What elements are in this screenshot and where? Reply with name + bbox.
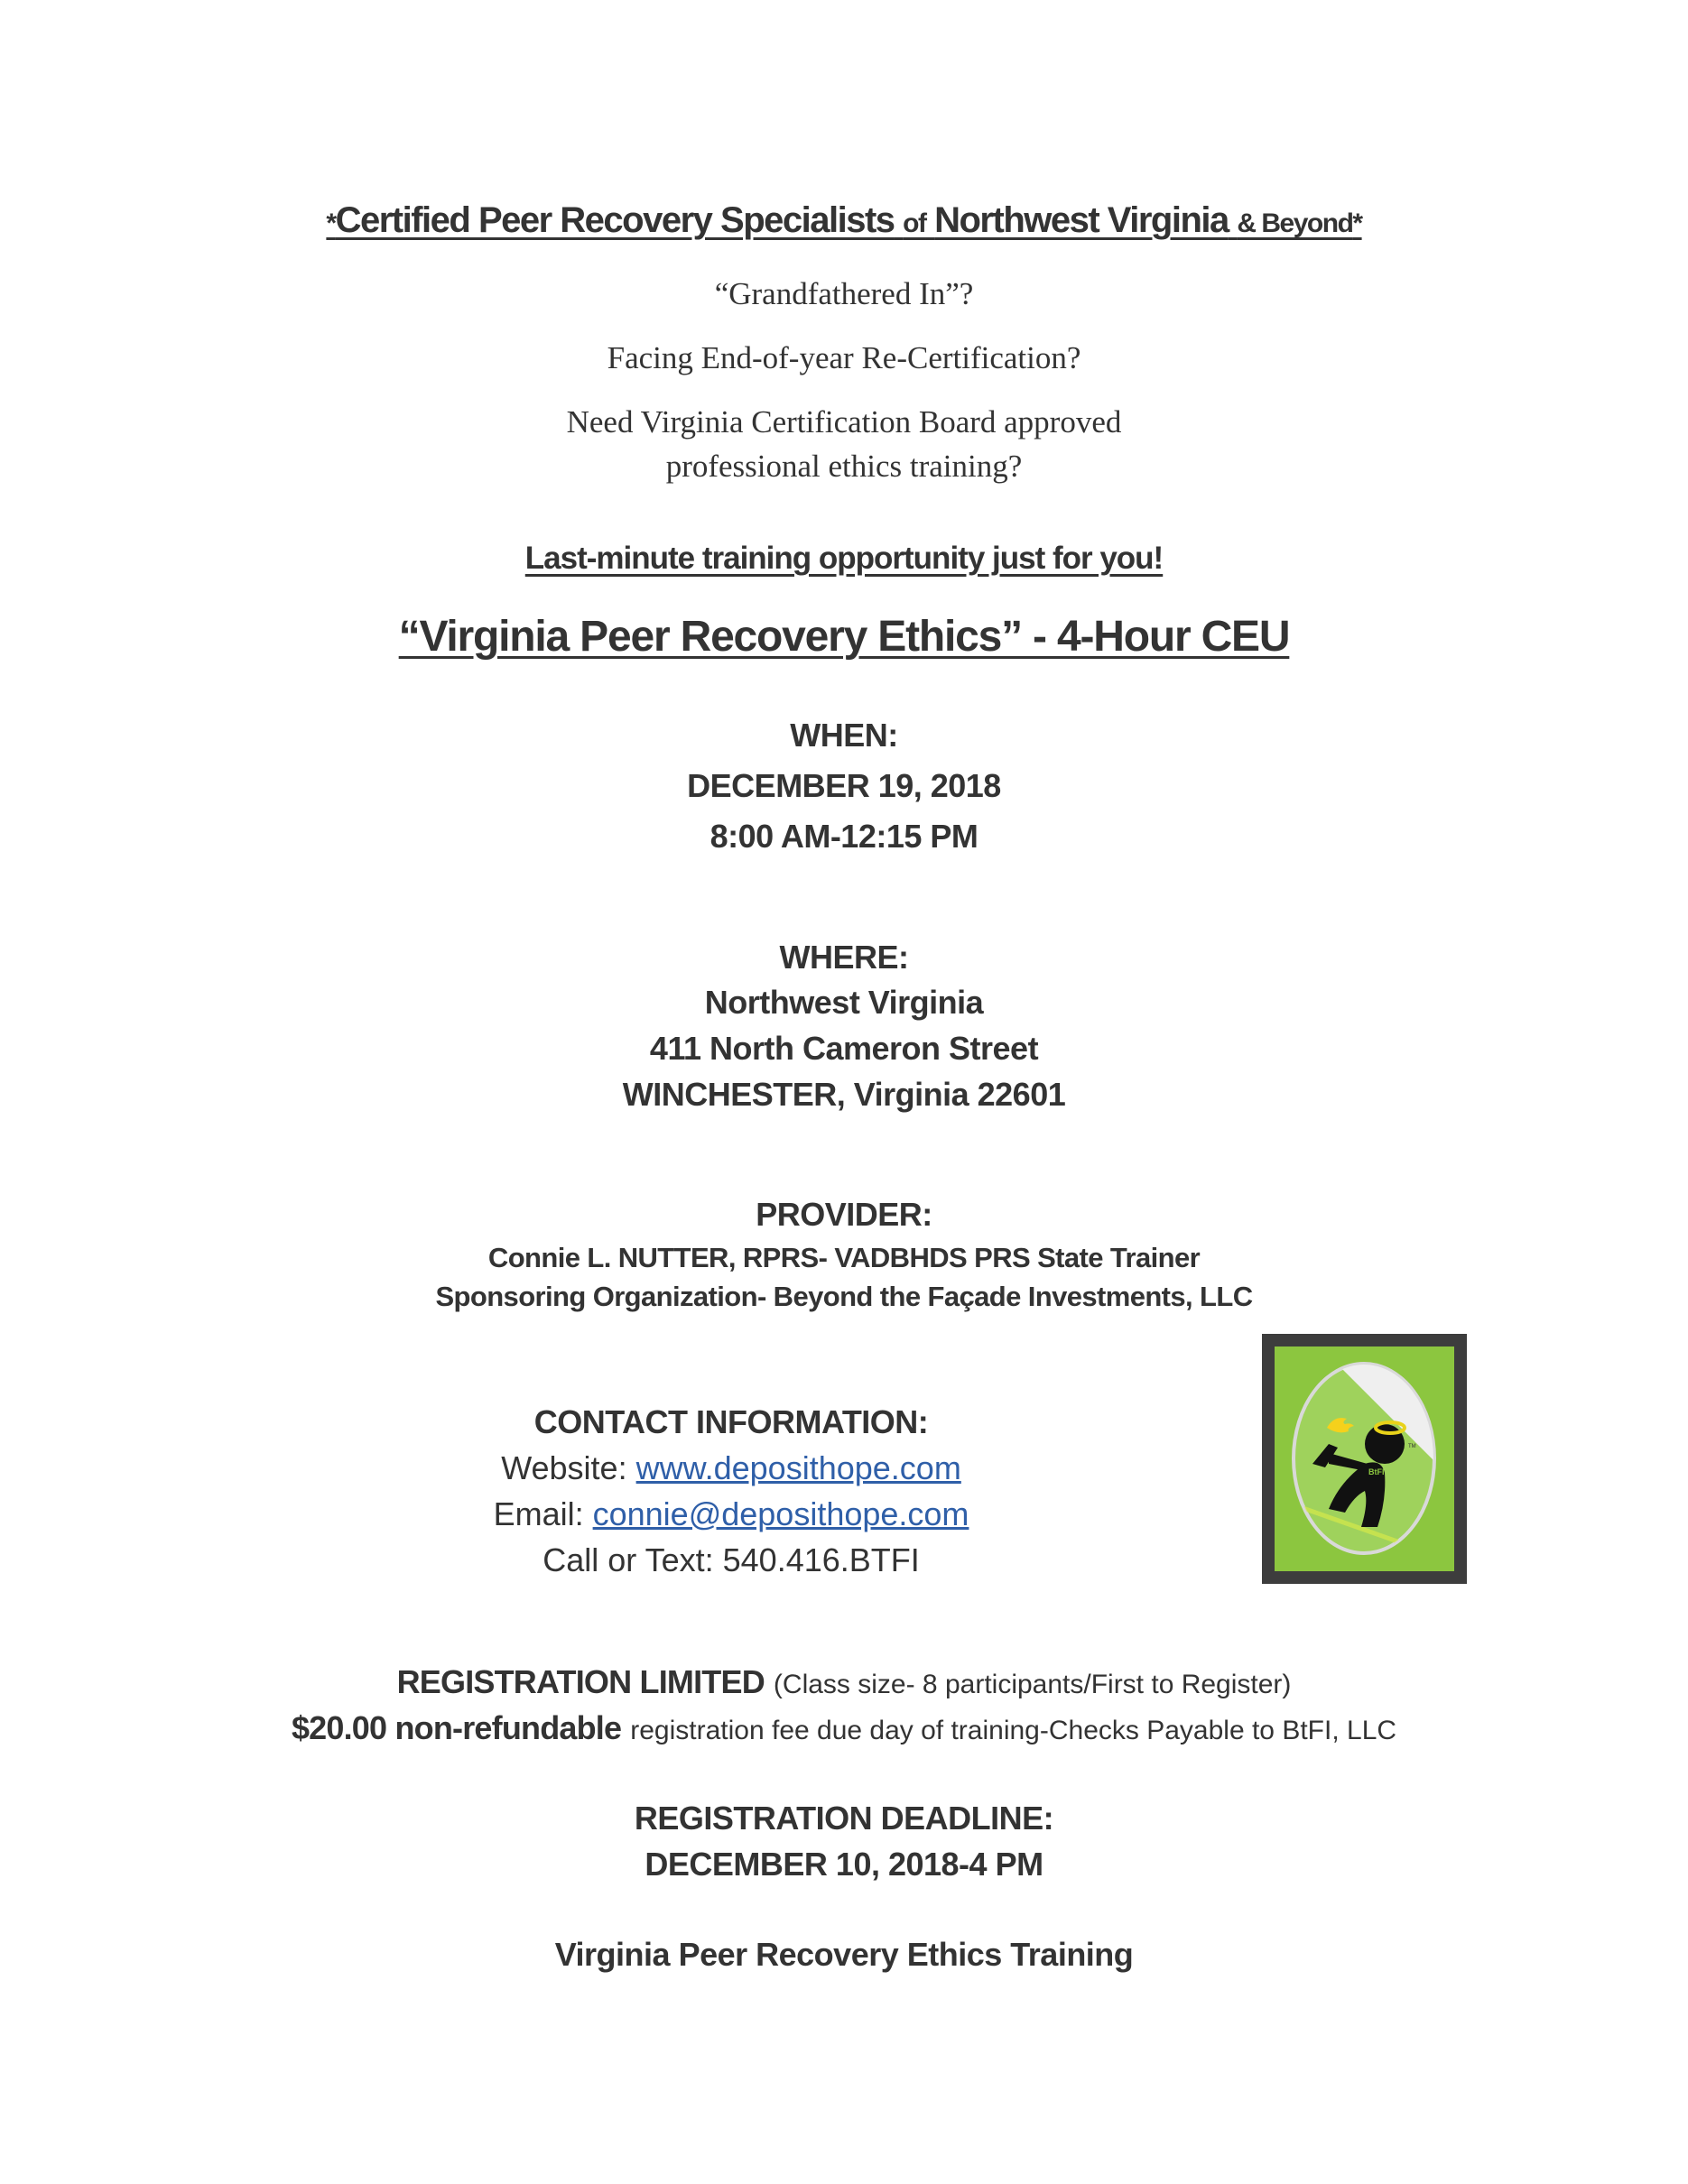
- question-grandfathered: “Grandfathered In”?: [714, 276, 974, 311]
- footer-title: Virginia Peer Recovery Ethics Training: [554, 1936, 1134, 1973]
- title-star-right: *: [1352, 208, 1362, 238]
- contact-phone-row: [379, 1541, 1083, 1587]
- when-date: DECEMBER 19, 2018: [687, 767, 1001, 804]
- registration-deadline-label: REGISTRATION DEADLINE:: [634, 1800, 1054, 1837]
- tagline-text: Last-minute training opportunity just for you!: [524, 541, 1164, 576]
- website-link[interactable]: www.deposithope.com: [635, 1449, 961, 1486]
- title-of: of: [903, 208, 926, 238]
- when-time: 8:00 AM-12:15 PM: [710, 818, 978, 855]
- when-label: WHEN:: [790, 717, 898, 754]
- torch-runner-icon: [1275, 1346, 1454, 1571]
- contact-label: CONTACT INFORMATION:: [533, 1403, 929, 1440]
- registration-fee: [0, 1709, 1688, 1747]
- tagline: [0, 541, 1688, 577]
- registration-limited-note: (Class size- 8 participants/First to Register): [773, 1670, 1292, 1699]
- flyer-title: [0, 200, 1688, 241]
- provider-label: PROVIDER:: [756, 1196, 932, 1233]
- title-amp-beyond: & Beyond: [1237, 208, 1353, 238]
- title-star-left: *: [326, 208, 336, 238]
- question-ethics-training: professional ethics training?: [665, 449, 1023, 484]
- registration-fee-amount: $20.00 non-refundable: [291, 1709, 622, 1746]
- email-label: Email:: [493, 1495, 584, 1532]
- where-city: WINCHESTER, Virginia 22601: [622, 1076, 1066, 1113]
- registration-deadline: DECEMBER 10, 2018-4 PM: [645, 1846, 1043, 1883]
- phone-label: Call or Text:: [543, 1541, 714, 1578]
- course-title: [0, 612, 1688, 662]
- question-board-approved: Need Virginia Certification Board approved: [566, 404, 1122, 440]
- btfi-logo: [1262, 1334, 1467, 1584]
- registration-fee-note: registration fee due day of training-Checks Payable to BtFI, LLC: [630, 1716, 1397, 1745]
- title-part2: Northwest Virginia: [934, 200, 1229, 240]
- website-label: Website:: [501, 1449, 627, 1486]
- registration-limited-label: REGISTRATION LIMITED: [396, 1663, 765, 1700]
- contact-website-row: [379, 1449, 1083, 1495]
- where-region: Northwest Virginia: [704, 984, 984, 1021]
- title-part1: Certified Peer Recovery Specialists: [335, 200, 895, 240]
- where-label: WHERE:: [779, 939, 909, 976]
- registration-limited: [0, 1663, 1688, 1701]
- contact-block: [379, 1403, 1083, 1587]
- logo-tm: TM: [1408, 1444, 1416, 1449]
- provider-sponsor: Sponsoring Organization- Beyond the Façade Investments, LLC: [435, 1281, 1253, 1312]
- email-link[interactable]: connie@deposithope.com: [592, 1495, 969, 1532]
- provider-trainer: Connie L. NUTTER, RPRS- VADBHDS PRS State Trainer: [487, 1242, 1201, 1273]
- phone-number: 540.416.BTFI: [722, 1541, 920, 1578]
- where-street: 411 North Cameron Street: [649, 1030, 1039, 1067]
- logo-background: [1275, 1346, 1454, 1571]
- question-recertification: Facing End-of-year Re-Certification?: [607, 340, 1081, 375]
- logo-badge-text: BtFI: [1368, 1467, 1385, 1476]
- contact-email-row: [379, 1495, 1083, 1541]
- course-title-text: “Virginia Peer Recovery Ethics” - 4-Hour CEU: [398, 613, 1290, 661]
